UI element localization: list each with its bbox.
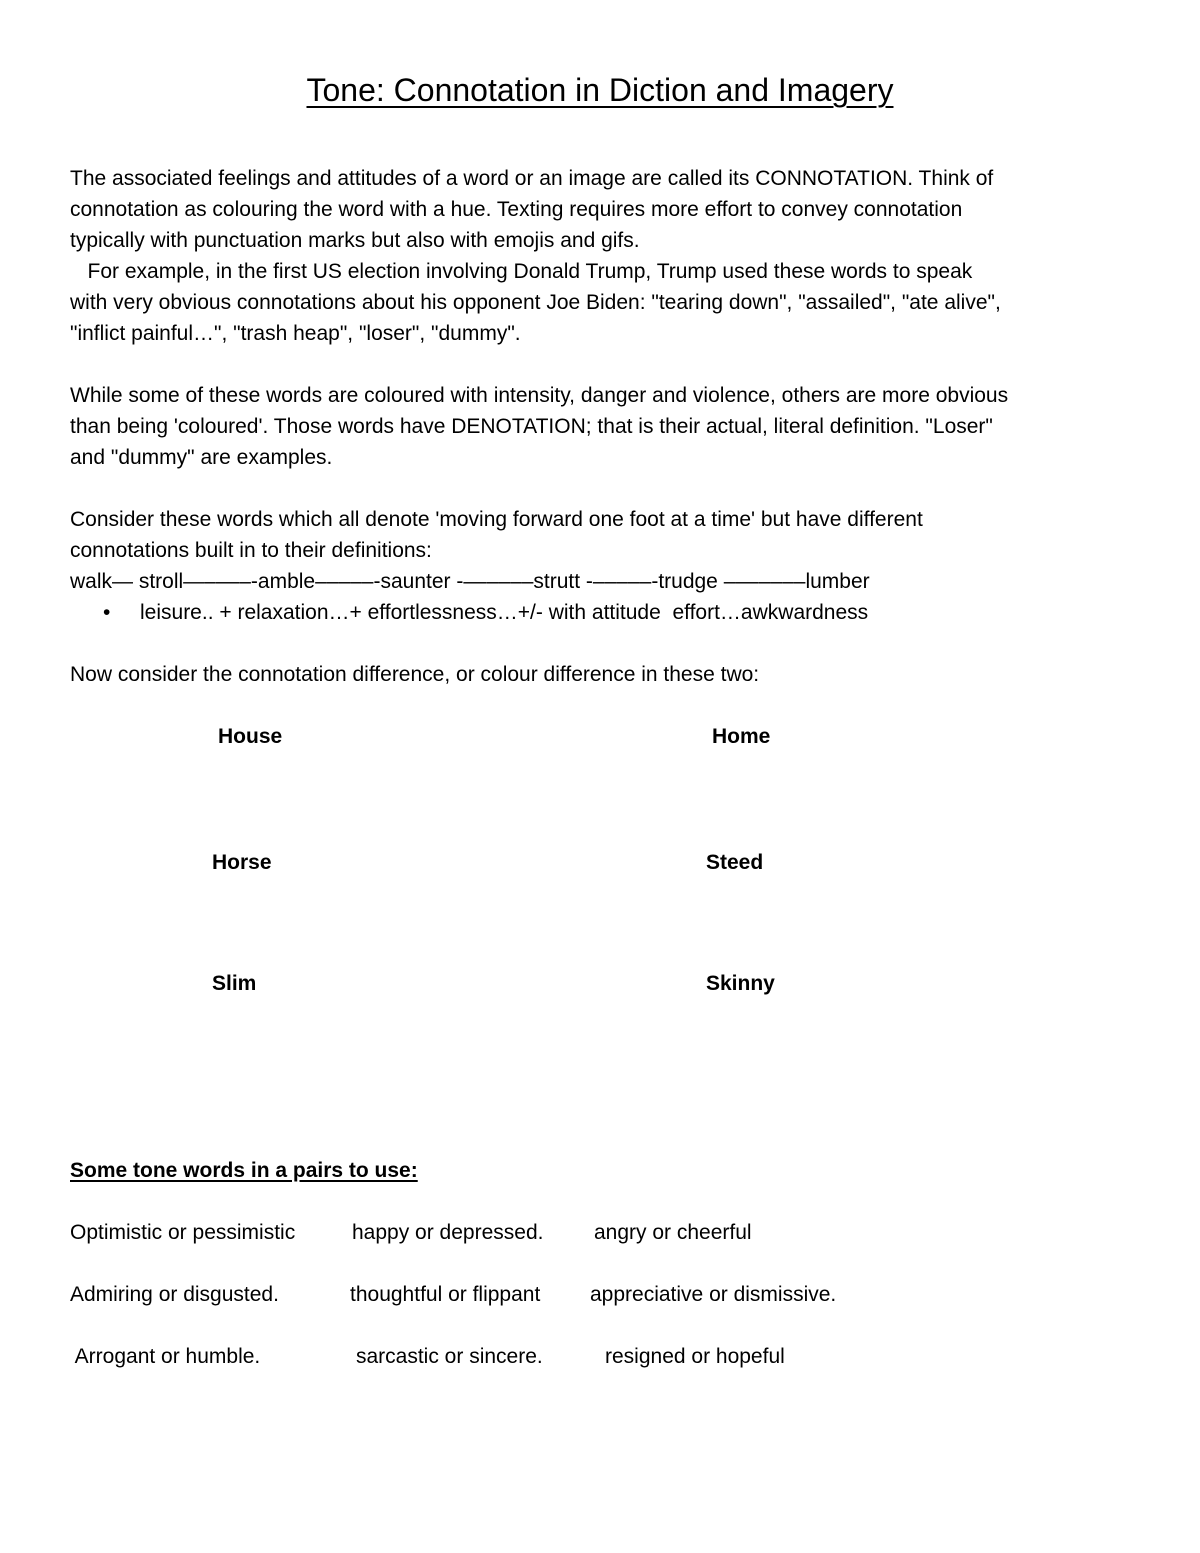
bullet-dot-icon: • xyxy=(103,601,111,624)
tone-pair: Admiring or disgusted. xyxy=(70,1283,279,1306)
intro-line: "inflict painful…", "trash heap", "loser", "dummy". xyxy=(70,322,521,345)
intro-line: with very obvious connotations about his opponent Joe Biden: "tearing down", "assailed", "ate alive", xyxy=(70,291,1001,314)
word-steed: Steed xyxy=(706,851,764,874)
consider-line: connotations built in to their definitions: xyxy=(70,539,432,562)
tone-words-heading: Some tone words in a pairs to use: xyxy=(70,1159,418,1182)
intro-line: The associated feelings and attitudes of a word or an image are called its CONNOTATION. Think of xyxy=(70,167,994,190)
tone-pair: happy or depressed. xyxy=(352,1221,544,1244)
intro-line: connotation as colouring the word with a hue. Texting requires more effort to convey connotation xyxy=(70,198,963,221)
word-slim: Slim xyxy=(212,972,257,995)
tone-pair: Optimistic or pessimistic xyxy=(70,1221,296,1244)
now-consider-line: Now consider the connotation difference, or colour difference in these two: xyxy=(70,663,760,686)
tone-pair: thoughtful or flippant xyxy=(350,1283,541,1306)
denotation-line: While some of these words are coloured with intensity, danger and violence, others are more obvious xyxy=(70,384,1009,407)
tone-pair: angry or cheerful xyxy=(594,1221,752,1244)
intro-line: typically with punctuation marks but also with emojis and gifs. xyxy=(70,229,640,252)
word-house: House xyxy=(218,725,283,748)
tone-pair: resigned or hopeful xyxy=(605,1345,785,1368)
tone-pair: Arrogant or humble. xyxy=(70,1345,261,1368)
word-horse: Horse xyxy=(212,851,272,874)
connotation-bullet: leisure.. + relaxation…+ effortlessness…+/- with attitude effort…awkwardness xyxy=(140,601,869,624)
word-spectrum-line: walk— stroll—––––-amble–––––-saunter -––––––strutt -–––––-trudge –––––––lumber xyxy=(70,570,870,593)
denotation-line: than being 'coloured'. Those words have DENOTATION; that is their actual, literal definition. "Loser" xyxy=(70,415,993,438)
denotation-line: and "dummy" are examples. xyxy=(70,446,333,469)
intro-line: For example, in the first US election involving Donald Trump, Trump used these words to speak xyxy=(70,260,973,283)
tone-pair: sarcastic or sincere. xyxy=(356,1345,543,1368)
consider-line: Consider these words which all denote 'moving forward one foot at a time' but have different xyxy=(70,508,923,531)
word-home: Home xyxy=(712,725,771,748)
tone-pair: appreciative or dismissive. xyxy=(590,1283,837,1306)
word-skinny: Skinny xyxy=(706,972,775,995)
page-title: Tone: Connotation in Diction and Imagery xyxy=(306,72,894,108)
